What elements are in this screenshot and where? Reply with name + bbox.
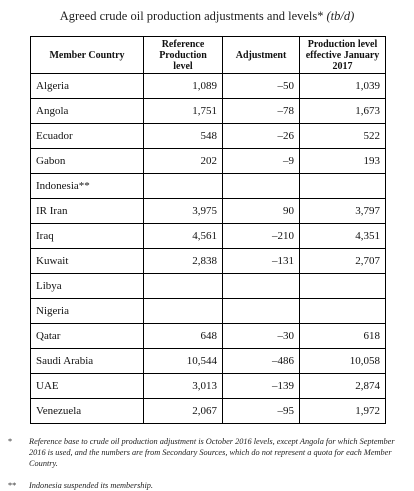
- adjustment-cell: –131: [223, 249, 300, 274]
- reference-level-cell: 2,838: [144, 249, 223, 274]
- country-cell: Angola: [31, 99, 144, 124]
- footnote-reference-base: [0, 436, 414, 469]
- adjustment-cell: –95: [223, 399, 300, 424]
- adjustment-cell: –139: [223, 374, 300, 399]
- reference-level-cell: 2,067: [144, 399, 223, 424]
- table-row: [31, 349, 386, 374]
- reference-level-cell: 3,975: [144, 199, 223, 224]
- header-reference-production: Reference Production level: [144, 37, 223, 74]
- adjustment-cell: –30: [223, 324, 300, 349]
- country-cell: Iraq: [31, 224, 144, 249]
- production-level-cell: 618: [300, 324, 386, 349]
- country-cell: Algeria: [31, 74, 144, 99]
- table-title: [0, 9, 414, 24]
- country-cell: Venezuela: [31, 399, 144, 424]
- reference-level-cell: [144, 174, 223, 199]
- header-member-country: Member Country: [31, 37, 144, 74]
- footnote-mark: **: [8, 481, 17, 490]
- production-level-cell: 1,673: [300, 99, 386, 124]
- country-cell: UAE: [31, 374, 144, 399]
- title-text: Agreed crude oil production adjustments and levels*: [59, 9, 324, 23]
- country-cell: Indonesia**: [31, 174, 144, 199]
- footnote-text: Indonesia suspended its membership.: [29, 481, 153, 490]
- country-cell: IR Iran: [31, 199, 144, 224]
- adjustment-cell: –50: [223, 74, 300, 99]
- adjustment-cell: 90: [223, 199, 300, 224]
- production-level-cell: 4,351: [300, 224, 386, 249]
- footnote-text: Reference base to crude oil production adjustment is October 2016 levels, except Angola for which September 2016 is used, and the numbers are from Secondary Sources, which do not represent a quota for each Member Country.: [29, 437, 395, 468]
- header-row: [31, 37, 386, 74]
- production-level-cell: 1,039: [300, 74, 386, 99]
- reference-level-cell: 648: [144, 324, 223, 349]
- country-cell: Qatar: [31, 324, 144, 349]
- country-cell: Libya: [31, 274, 144, 299]
- production-level-cell: [300, 274, 386, 299]
- reference-level-cell: 1,089: [144, 74, 223, 99]
- table-row: [31, 174, 386, 199]
- reference-level-cell: 3,013: [144, 374, 223, 399]
- header-adjustment: Adjustment: [223, 37, 300, 74]
- production-level-cell: 522: [300, 124, 386, 149]
- country-cell: Kuwait: [31, 249, 144, 274]
- adjustment-cell: –9: [223, 149, 300, 174]
- reference-level-cell: 548: [144, 124, 223, 149]
- table-row: [31, 74, 386, 99]
- country-cell: Ecuador: [31, 124, 144, 149]
- adjustment-cell: –26: [223, 124, 300, 149]
- table-row: [31, 199, 386, 224]
- production-level-cell: [300, 174, 386, 199]
- table-row: [31, 324, 386, 349]
- table-row: [31, 399, 386, 424]
- footnote-indonesia: [0, 480, 414, 491]
- production-level-cell: 2,874: [300, 374, 386, 399]
- adjustment-cell: –210: [223, 224, 300, 249]
- adjustment-cell: –486: [223, 349, 300, 374]
- adjustment-cell: [223, 274, 300, 299]
- reference-level-cell: 10,544: [144, 349, 223, 374]
- country-cell: Gabon: [31, 149, 144, 174]
- production-level-cell: 193: [300, 149, 386, 174]
- production-level-cell: 3,797: [300, 199, 386, 224]
- reference-level-cell: [144, 299, 223, 324]
- adjustment-cell: [223, 299, 300, 324]
- table-row: [31, 124, 386, 149]
- table-row: [31, 224, 386, 249]
- table-row: [31, 149, 386, 174]
- table-row: [31, 249, 386, 274]
- footnotes: [0, 436, 414, 491]
- table-row: [31, 274, 386, 299]
- footnote-mark: *: [8, 437, 13, 446]
- production-level-cell: 2,707: [300, 249, 386, 274]
- title-unit: (tb/d): [326, 9, 355, 23]
- production-level-cell: 10,058: [300, 349, 386, 374]
- adjustment-cell: –78: [223, 99, 300, 124]
- table-row: [31, 299, 386, 324]
- reference-level-cell: 202: [144, 149, 223, 174]
- header-production-level-2017: Production level effective January 2017: [300, 37, 386, 74]
- production-level-cell: [300, 299, 386, 324]
- production-level-cell: 1,972: [300, 399, 386, 424]
- table-body: [31, 74, 386, 424]
- adjustment-cell: [223, 174, 300, 199]
- reference-level-cell: 1,751: [144, 99, 223, 124]
- country-cell: Saudi Arabia: [31, 349, 144, 374]
- production-table: [30, 36, 386, 424]
- country-cell: Nigeria: [31, 299, 144, 324]
- table-row: [31, 99, 386, 124]
- reference-level-cell: 4,561: [144, 224, 223, 249]
- table-row: [31, 374, 386, 399]
- reference-level-cell: [144, 274, 223, 299]
